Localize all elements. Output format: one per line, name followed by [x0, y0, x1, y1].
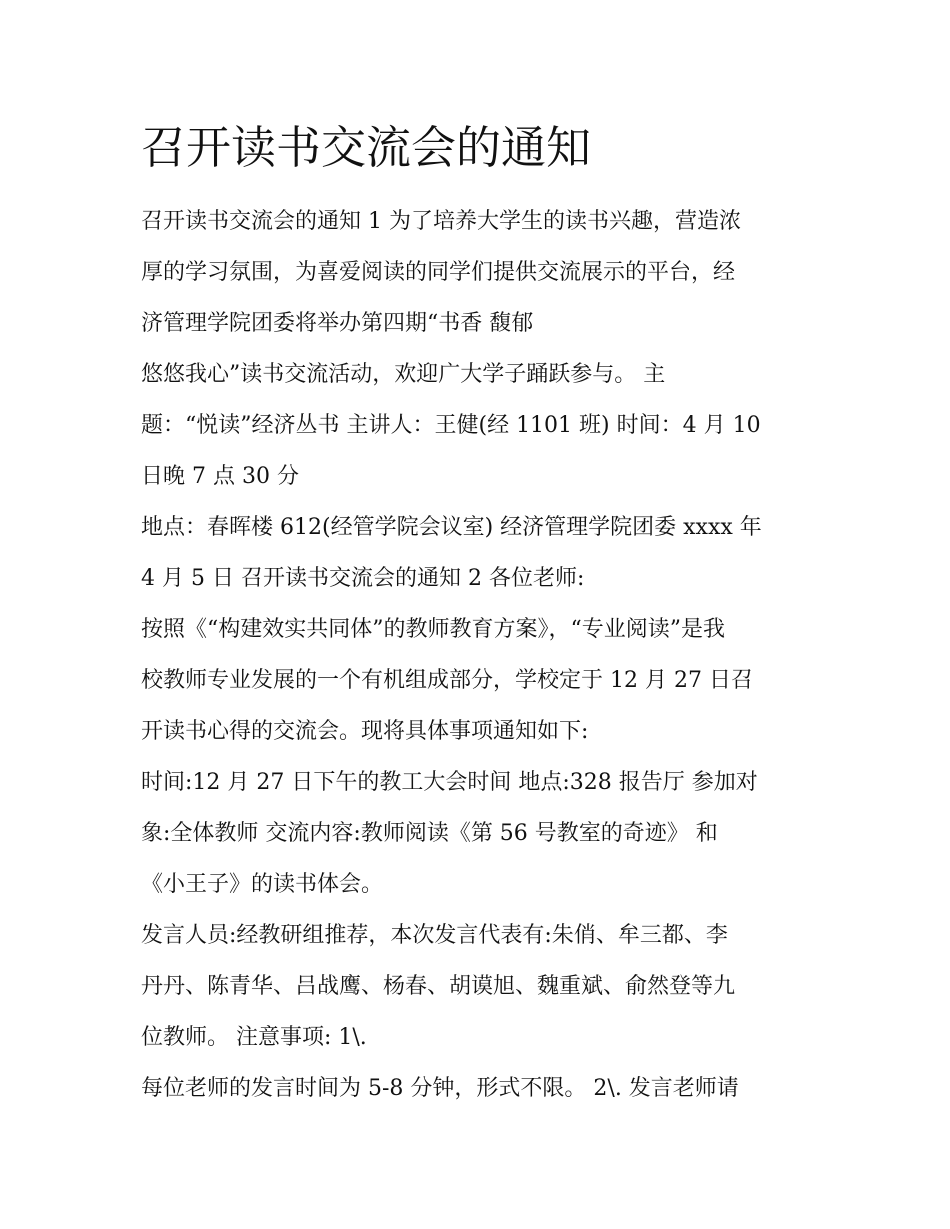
body-line: 位教师。 注意事项: 1\.	[141, 1025, 367, 1050]
body-line: 每位老师的发言时间为 5-8 分钟，形式不限。 2\. 发言老师请	[141, 1076, 739, 1101]
body-line: 发言人员:经教研组推荐，本次发言代表有:朱俏、牟三都、李	[141, 923, 728, 948]
body-line: 4 月 5 日 召开读书交流会的通知 2 各位老师:	[141, 566, 585, 591]
body-line: 校教师专业发展的一个有机组成部分，学校定于 12 月 27 日召	[141, 668, 753, 693]
body-line: 按照《“构建效实共同体”的教师教育方案》，“专业阅读”是我	[141, 617, 725, 642]
body-line: 地点：春晖楼 612(经管学院会议室) 经济管理学院团委 xxxx 年	[141, 515, 762, 540]
body-line: 济管理学院团委将举办第四期“书香 馥郁	[141, 311, 534, 336]
document-body	[141, 196, 831, 1114]
body-line: 时间:12 月 27 日下午的教工大会时间 地点:328 报告厅 参加对	[141, 770, 758, 795]
body-line: 象:全体教师 交流内容:教师阅读《第 56 号教室的奇迹》 和	[141, 821, 718, 846]
body-line: 《小王子》的读书体会。	[141, 872, 384, 897]
body-line: 厚的学习氛围，为喜爱阅读的同学们提供交流展示的平台，经	[141, 260, 736, 285]
body-line: 悠悠我心”读书交流活动，欢迎广大学子踊跃参与。 主	[141, 362, 666, 387]
body-line: 召开读书交流会的通知 1 为了培养大学生的读书兴趣，营造浓	[141, 209, 741, 234]
document-title: 召开读书交流会的通知	[141, 121, 592, 174]
body-line: 日晚 7 点 30 分	[141, 464, 299, 489]
body-line: 丹丹、陈青华、吕战鹰、杨春、胡谟旭、魏重斌、俞然登等九	[141, 974, 736, 999]
body-line: 开读书心得的交流会。现将具体事项通知如下:	[141, 719, 589, 744]
body-line: 题：“悦读”经济丛书 主讲人：王健(经 1101 班) 时间：4 月 10	[141, 413, 761, 438]
